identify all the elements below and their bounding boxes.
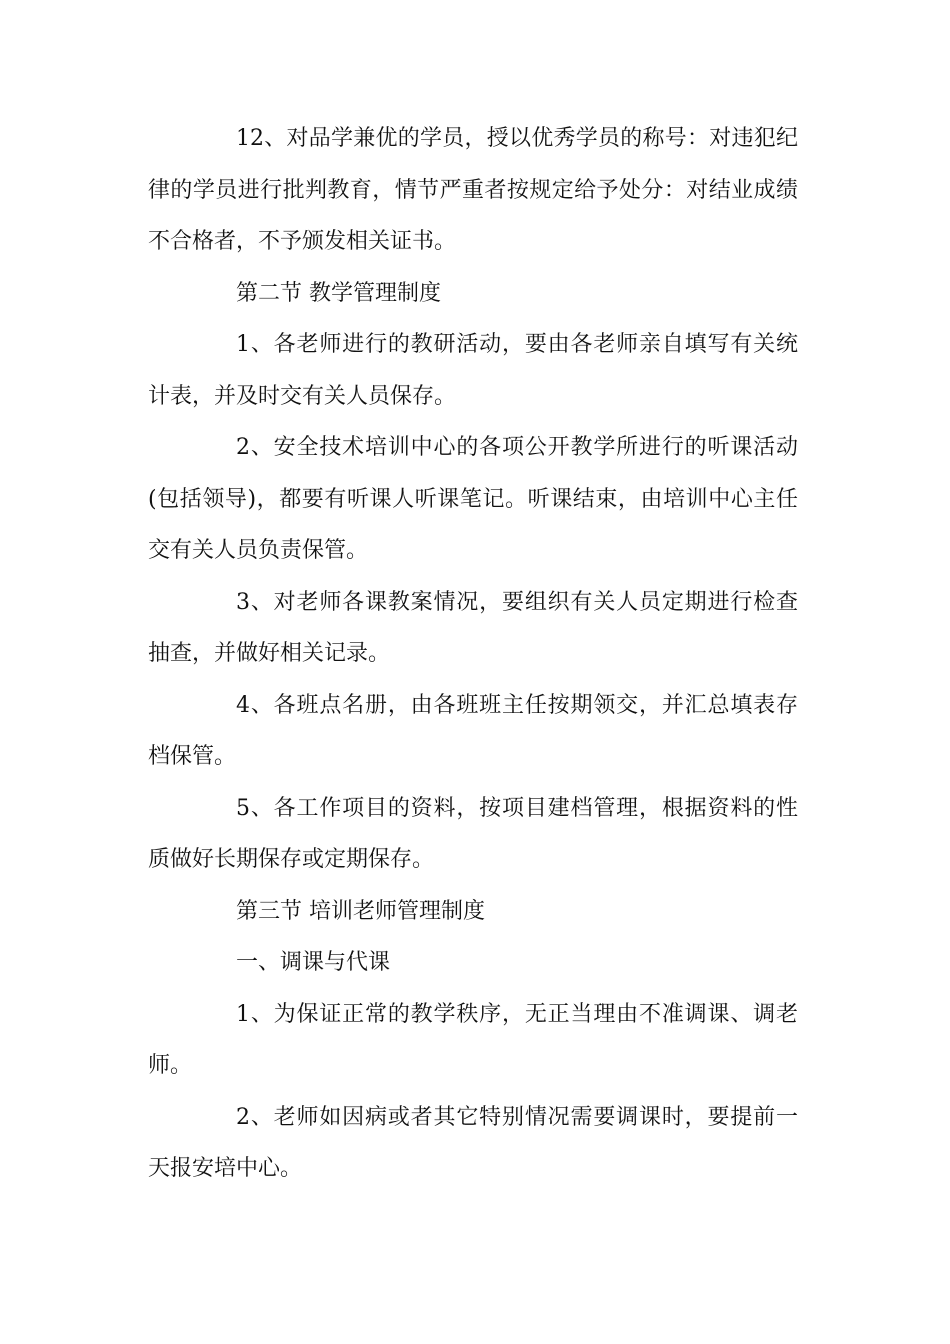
paragraph-item-1-teaching-research: 1、各老师进行的教研活动，要由各老师亲自填写有关统计表，并及时交有关人员保存。	[148, 332, 798, 409]
paragraph-item-2-sick-leave-rescheduling: 2、老师如因病或者其它特别情况需要调课时，要提前一天报安培中心。	[148, 1104, 798, 1181]
paragraph-item-12-excellent-students: 12、对品学兼优的学员，授以优秀学员的称号：对违犯纪律的学员进行批判教育，情节严重者按规定给予处分：对结业成绩不合格者，不予颁发相关证书。	[148, 126, 798, 254]
section-heading-teacher-management: 第三节 培训老师管理制度	[236, 898, 485, 924]
subheading-class-rescheduling: 一、调课与代课	[236, 950, 391, 975]
paragraph-item-3-lesson-plans: 3、对老师各课教案情况，要组织有关人员定期进行检查抽查，并做好相关记录。	[148, 589, 798, 666]
paragraph-item-1-teaching-order: 1、为保证正常的教学秩序，无正当理由不准调课、调老师。	[148, 1001, 798, 1078]
paragraph-item-4-roll-books: 4、各班点名册，由各班班主任按期领交，并汇总填表存档保管。	[148, 692, 798, 769]
document-body	[148, 113, 798, 1195]
section-heading-teaching-management: 第二节 教学管理制度	[236, 280, 441, 306]
paragraph-item-5-project-files: 5、各工作项目的资料，按项目建档管理，根据资料的性质做好长期保存或定期保存。	[148, 795, 798, 872]
paragraph-item-2-lecture-observation: 2、安全技术培训中心的各项公开教学所进行的听课活动(包括领导)，都要有听课人听课笔记。听课结束，由培训中心主任交有关人员负责保管。	[148, 435, 798, 563]
